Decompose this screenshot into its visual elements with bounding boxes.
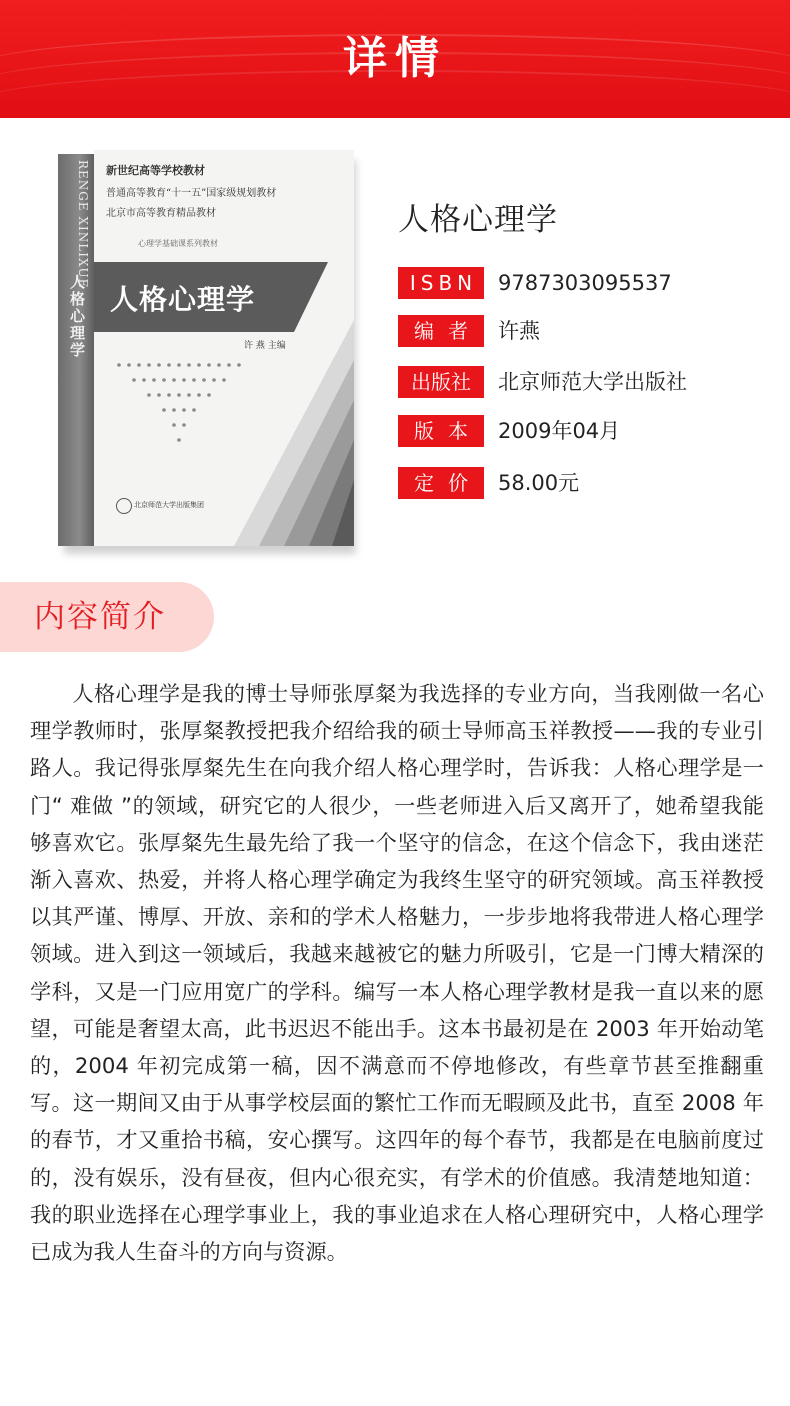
- cover-series-line: 新世纪高等学校教材: [106, 164, 205, 177]
- book-title: 人格心理学: [398, 202, 558, 238]
- info-label: 编者: [398, 315, 484, 347]
- info-label: ISBN: [398, 267, 484, 299]
- cover-series-line: 北京市高等教育精品教材: [106, 208, 216, 219]
- cover-series-name: 心理学基础课系列教材: [138, 239, 218, 248]
- section-title: 内容简介: [34, 599, 166, 635]
- info-label: 出版社: [398, 366, 484, 398]
- info-label: 定价: [398, 467, 484, 499]
- cover-publisher: 北京师范大学出版集团: [134, 501, 204, 509]
- info-value: 58.00元: [498, 471, 580, 495]
- cover-series-line: 普通高等教育“十一五”国家级规划教材: [106, 188, 277, 199]
- cover-dots-graphic: [114, 360, 244, 460]
- book-spine: [58, 154, 94, 546]
- info-value: 9787303095537: [498, 271, 672, 295]
- info-value: 2009年04月: [498, 419, 621, 443]
- book-cover-image: [58, 150, 354, 550]
- info-value: 北京师范大学出版社: [498, 370, 687, 394]
- spine-pinyin: RENGE XINLIXUE: [76, 160, 90, 289]
- intro-paragraph: 人格心理学是我的博士导师张厚粲为我选择的专业方向，当我刚做一名心理学教师时，张厚粲教授把我介绍给我的硕士导师高玉祥教授——我的专业引路人。我记得张厚粲先生在向我介绍人格心理学时，告诉我：人格心理学是一门“ 难做 ”的领域，研究它的人很少，一些老师进入后又离开了，她希望我能够喜欢它。张厚粲先生最先给了我一个坚守的信念，在这个信念下，我由迷茫渐入喜欢、热爱，并将人格心理学确定为我终生坚守的研究领域。高玉祥教授以其严谨、博厚、开放、亲和的学术人格魅力，一步步地将我带进人格心理学领域。进入到这一领域后，我越来越被它的魅力所吸引，它是一门博大精深的学科，又是一门应用宽广的学科。编写一本人格心理学教材是我一直以来的愿望，可能是奢望太高，此书迟迟不能出手。这本书最初是在 2003 年开始动笔的，2004 年初完成第一稿，因不满意而不停地修改，有些章节甚至推翻重写。这一期间又由于从事学校层面的繁忙工作而无暇顾及此书，直至 2008 年的春节，才又重拾书稿，安心撰写。这四年的每个春节，我都是在电脑前度过的，没有娱乐，没有昼夜，但内心很充实，有学术的价值感。我清楚地知道：我的职业选择在心理学事业上，我的事业追求在人格心理研究中，人格心理学已成为我人生奋斗的方向与资源。: [30, 681, 764, 1265]
- header-banner: [0, 0, 790, 118]
- cover-author: 许 燕 主编: [244, 341, 286, 351]
- book-front-cover: [94, 150, 354, 546]
- page-title: 详情: [343, 33, 447, 84]
- info-label: 版本: [398, 415, 484, 447]
- spine-title: 人格心理学: [68, 274, 86, 359]
- publisher-logo-icon: [116, 498, 132, 514]
- cover-title: 人格心理学: [110, 283, 256, 316]
- info-value: 许燕: [498, 319, 540, 343]
